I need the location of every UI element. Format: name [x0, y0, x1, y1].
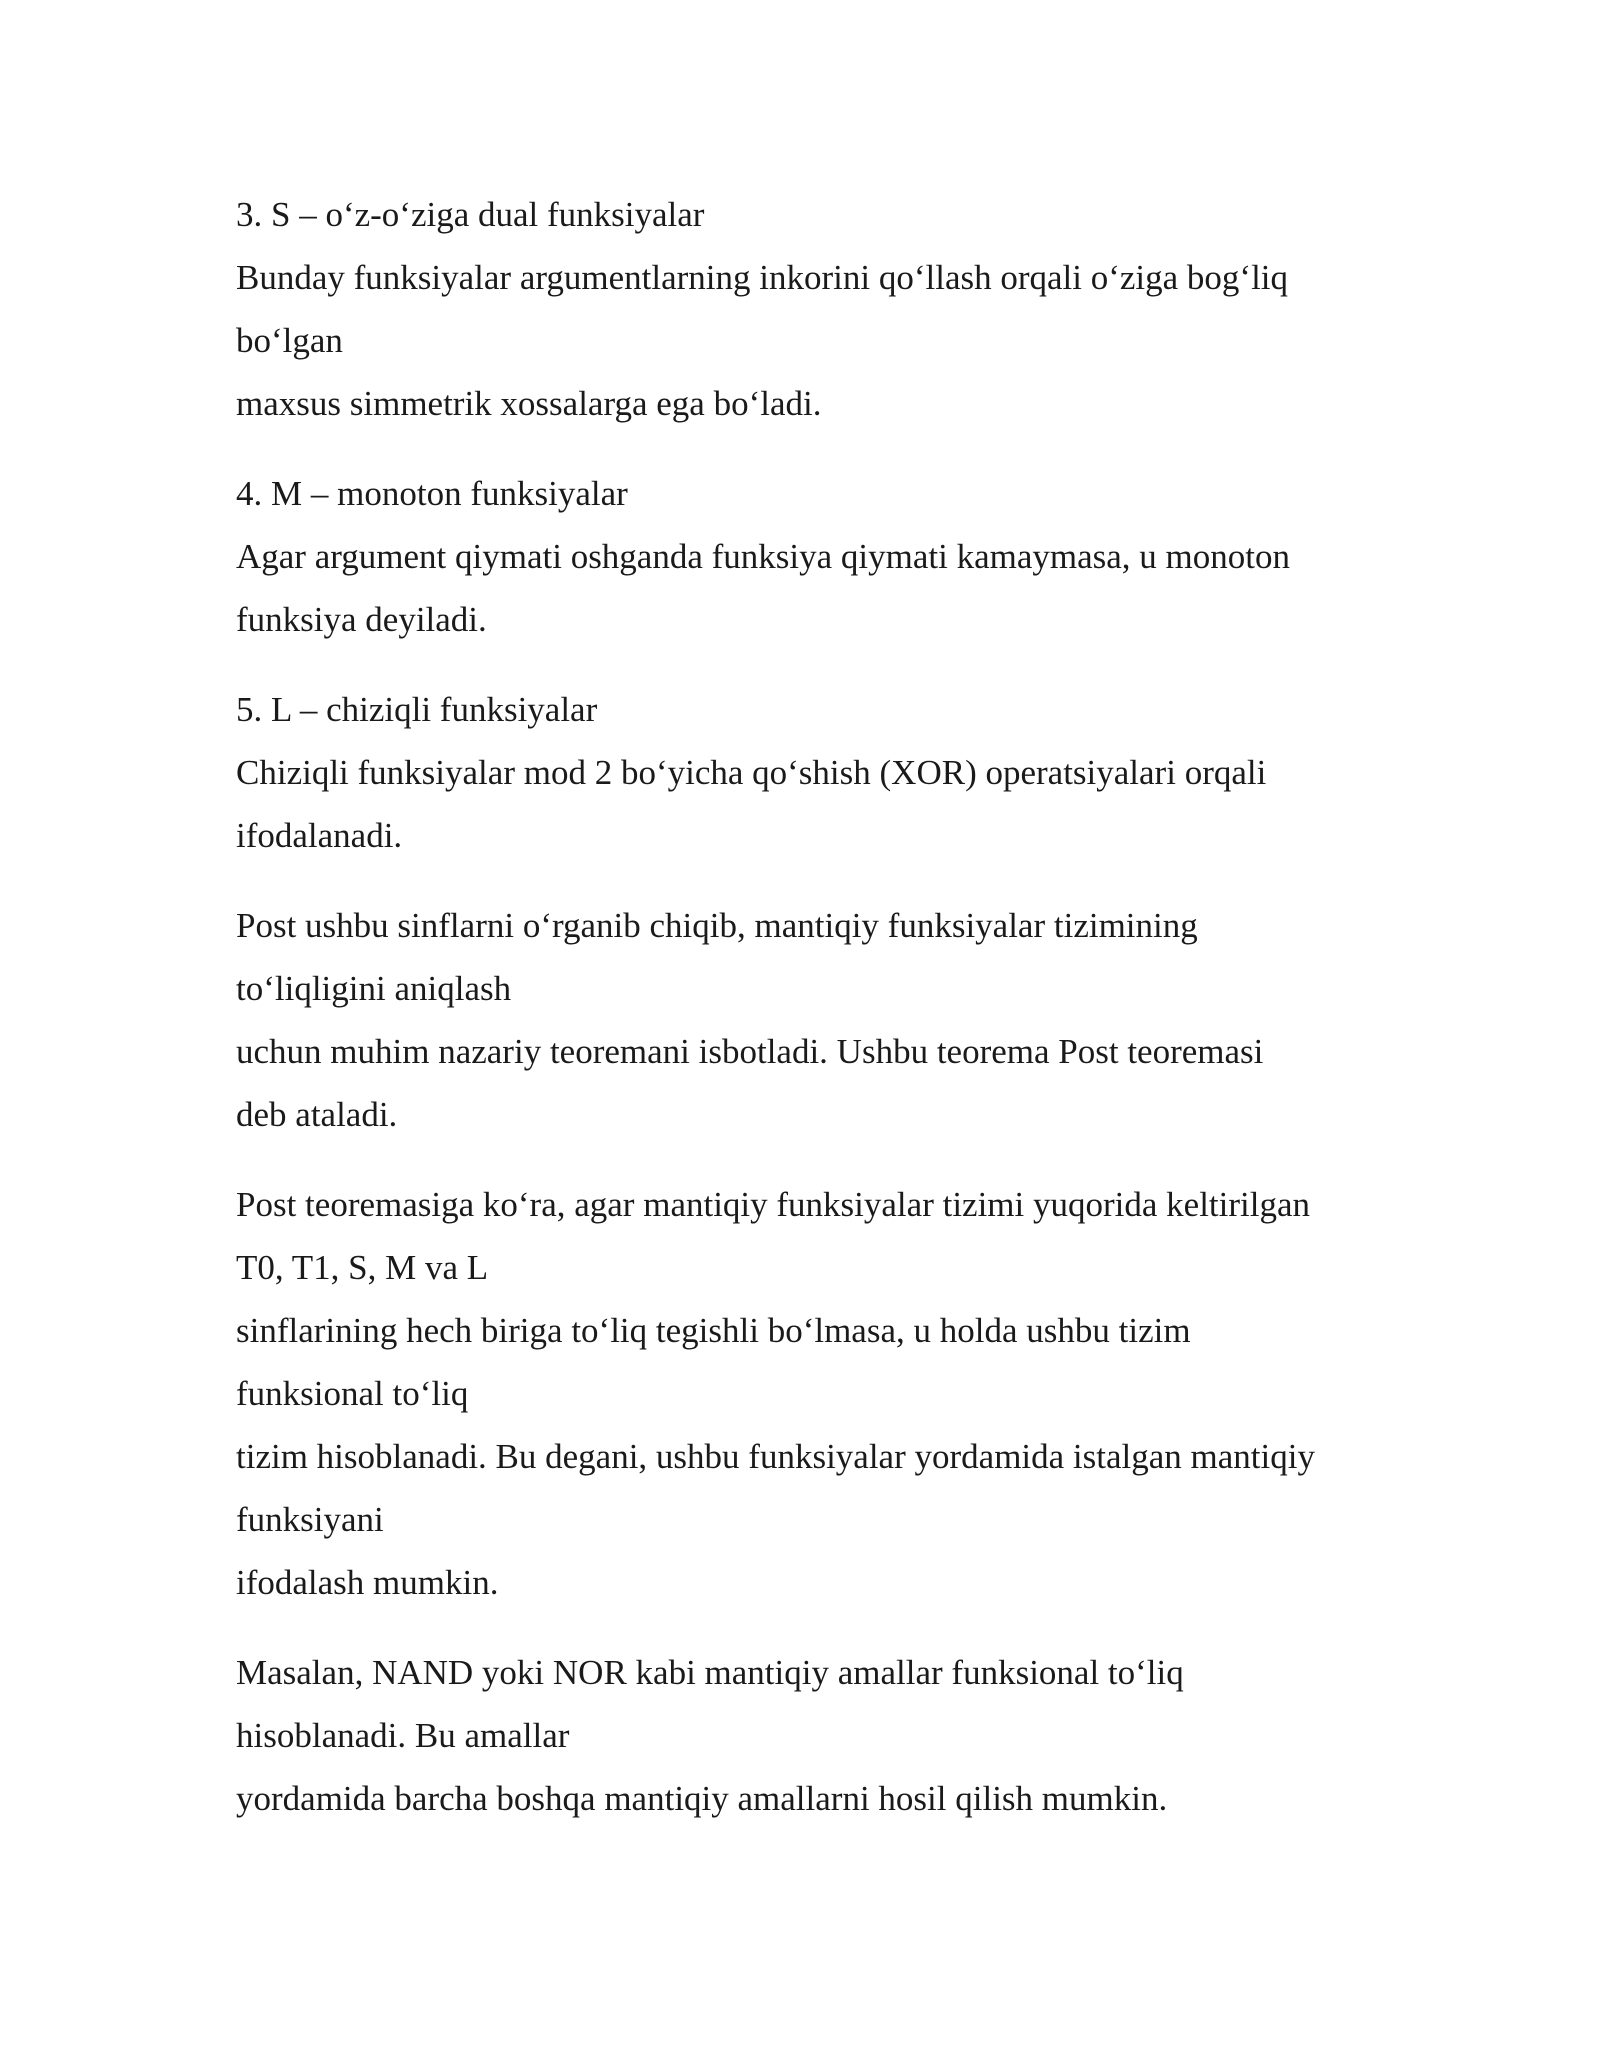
text-line: Bunday funksiyalar argumentlarning inkorini qo‘llash orqali o‘ziga bog‘liq — [236, 258, 1289, 297]
text-line: 3. S – o‘z-o‘ziga dual funksiyalar — [236, 195, 705, 234]
text-line: ifodalash mumkin. — [236, 1563, 499, 1602]
text-line: maxsus simmetrik xossalarga ega bo‘ladi. — [236, 384, 822, 423]
text-line: T0, T1, S, M va L — [236, 1248, 489, 1287]
text-line: tizim hisoblanadi. Bu degani, ushbu funksiyalar yordamida istalgan mantiqiy — [236, 1437, 1315, 1476]
text-line: Post ushbu sinflarni o‘rganib chiqib, mantiqiy funksiyalar tizimining — [236, 906, 1198, 945]
text-line: to‘liqligini aniqlash — [236, 969, 512, 1008]
paragraph-nand-nor-example — [236, 1641, 1386, 1830]
paragraph-m-class — [236, 462, 1386, 651]
text-line: 4. M – monoton funksiyalar — [236, 474, 628, 513]
text-line: ifodalanadi. — [236, 816, 403, 855]
text-line: 5. L – chiziqli funksiyalar — [236, 690, 598, 729]
text-line: sinflarining hech biriga to‘liq tegishli bo‘lmasa, u holda ushbu tizim — [236, 1311, 1191, 1350]
text-line: funksiyani — [236, 1500, 384, 1539]
text-line: bo‘lgan — [236, 321, 343, 360]
text-line: Post teoremasiga ko‘ra, agar mantiqiy funksiyalar tizimi yuqorida keltirilgan — [236, 1185, 1311, 1224]
text-line: deb ataladi. — [236, 1095, 398, 1134]
paragraph-l-class — [236, 678, 1386, 867]
text-line: Agar argument qiymati oshganda funksiya qiymati kamaymasa, u monoton — [236, 537, 1290, 576]
document-body — [236, 183, 1386, 1857]
text-line: funksional to‘liq — [236, 1374, 469, 1413]
text-line: yordamida barcha boshqa mantiqiy amallarni hosil qilish mumkin. — [236, 1779, 1168, 1818]
text-line: uchun muhim nazariy teoremani isbotladi. Ushbu teorema Post teoremasi — [236, 1032, 1264, 1071]
text-line: Masalan, NAND yoki NOR kabi mantiqiy amallar funksional to‘liq — [236, 1653, 1184, 1692]
paragraph-post-theorem — [236, 1173, 1386, 1614]
paragraph-s-class — [236, 183, 1386, 435]
text-line: funksiya deyiladi. — [236, 600, 487, 639]
text-line: Chiziqli funksiyalar mod 2 bo‘yicha qo‘shish (XOR) operatsiyalari orqali — [236, 753, 1267, 792]
paragraph-post-intro — [236, 894, 1386, 1146]
text-line: hisoblanadi. Bu amallar — [236, 1716, 570, 1755]
